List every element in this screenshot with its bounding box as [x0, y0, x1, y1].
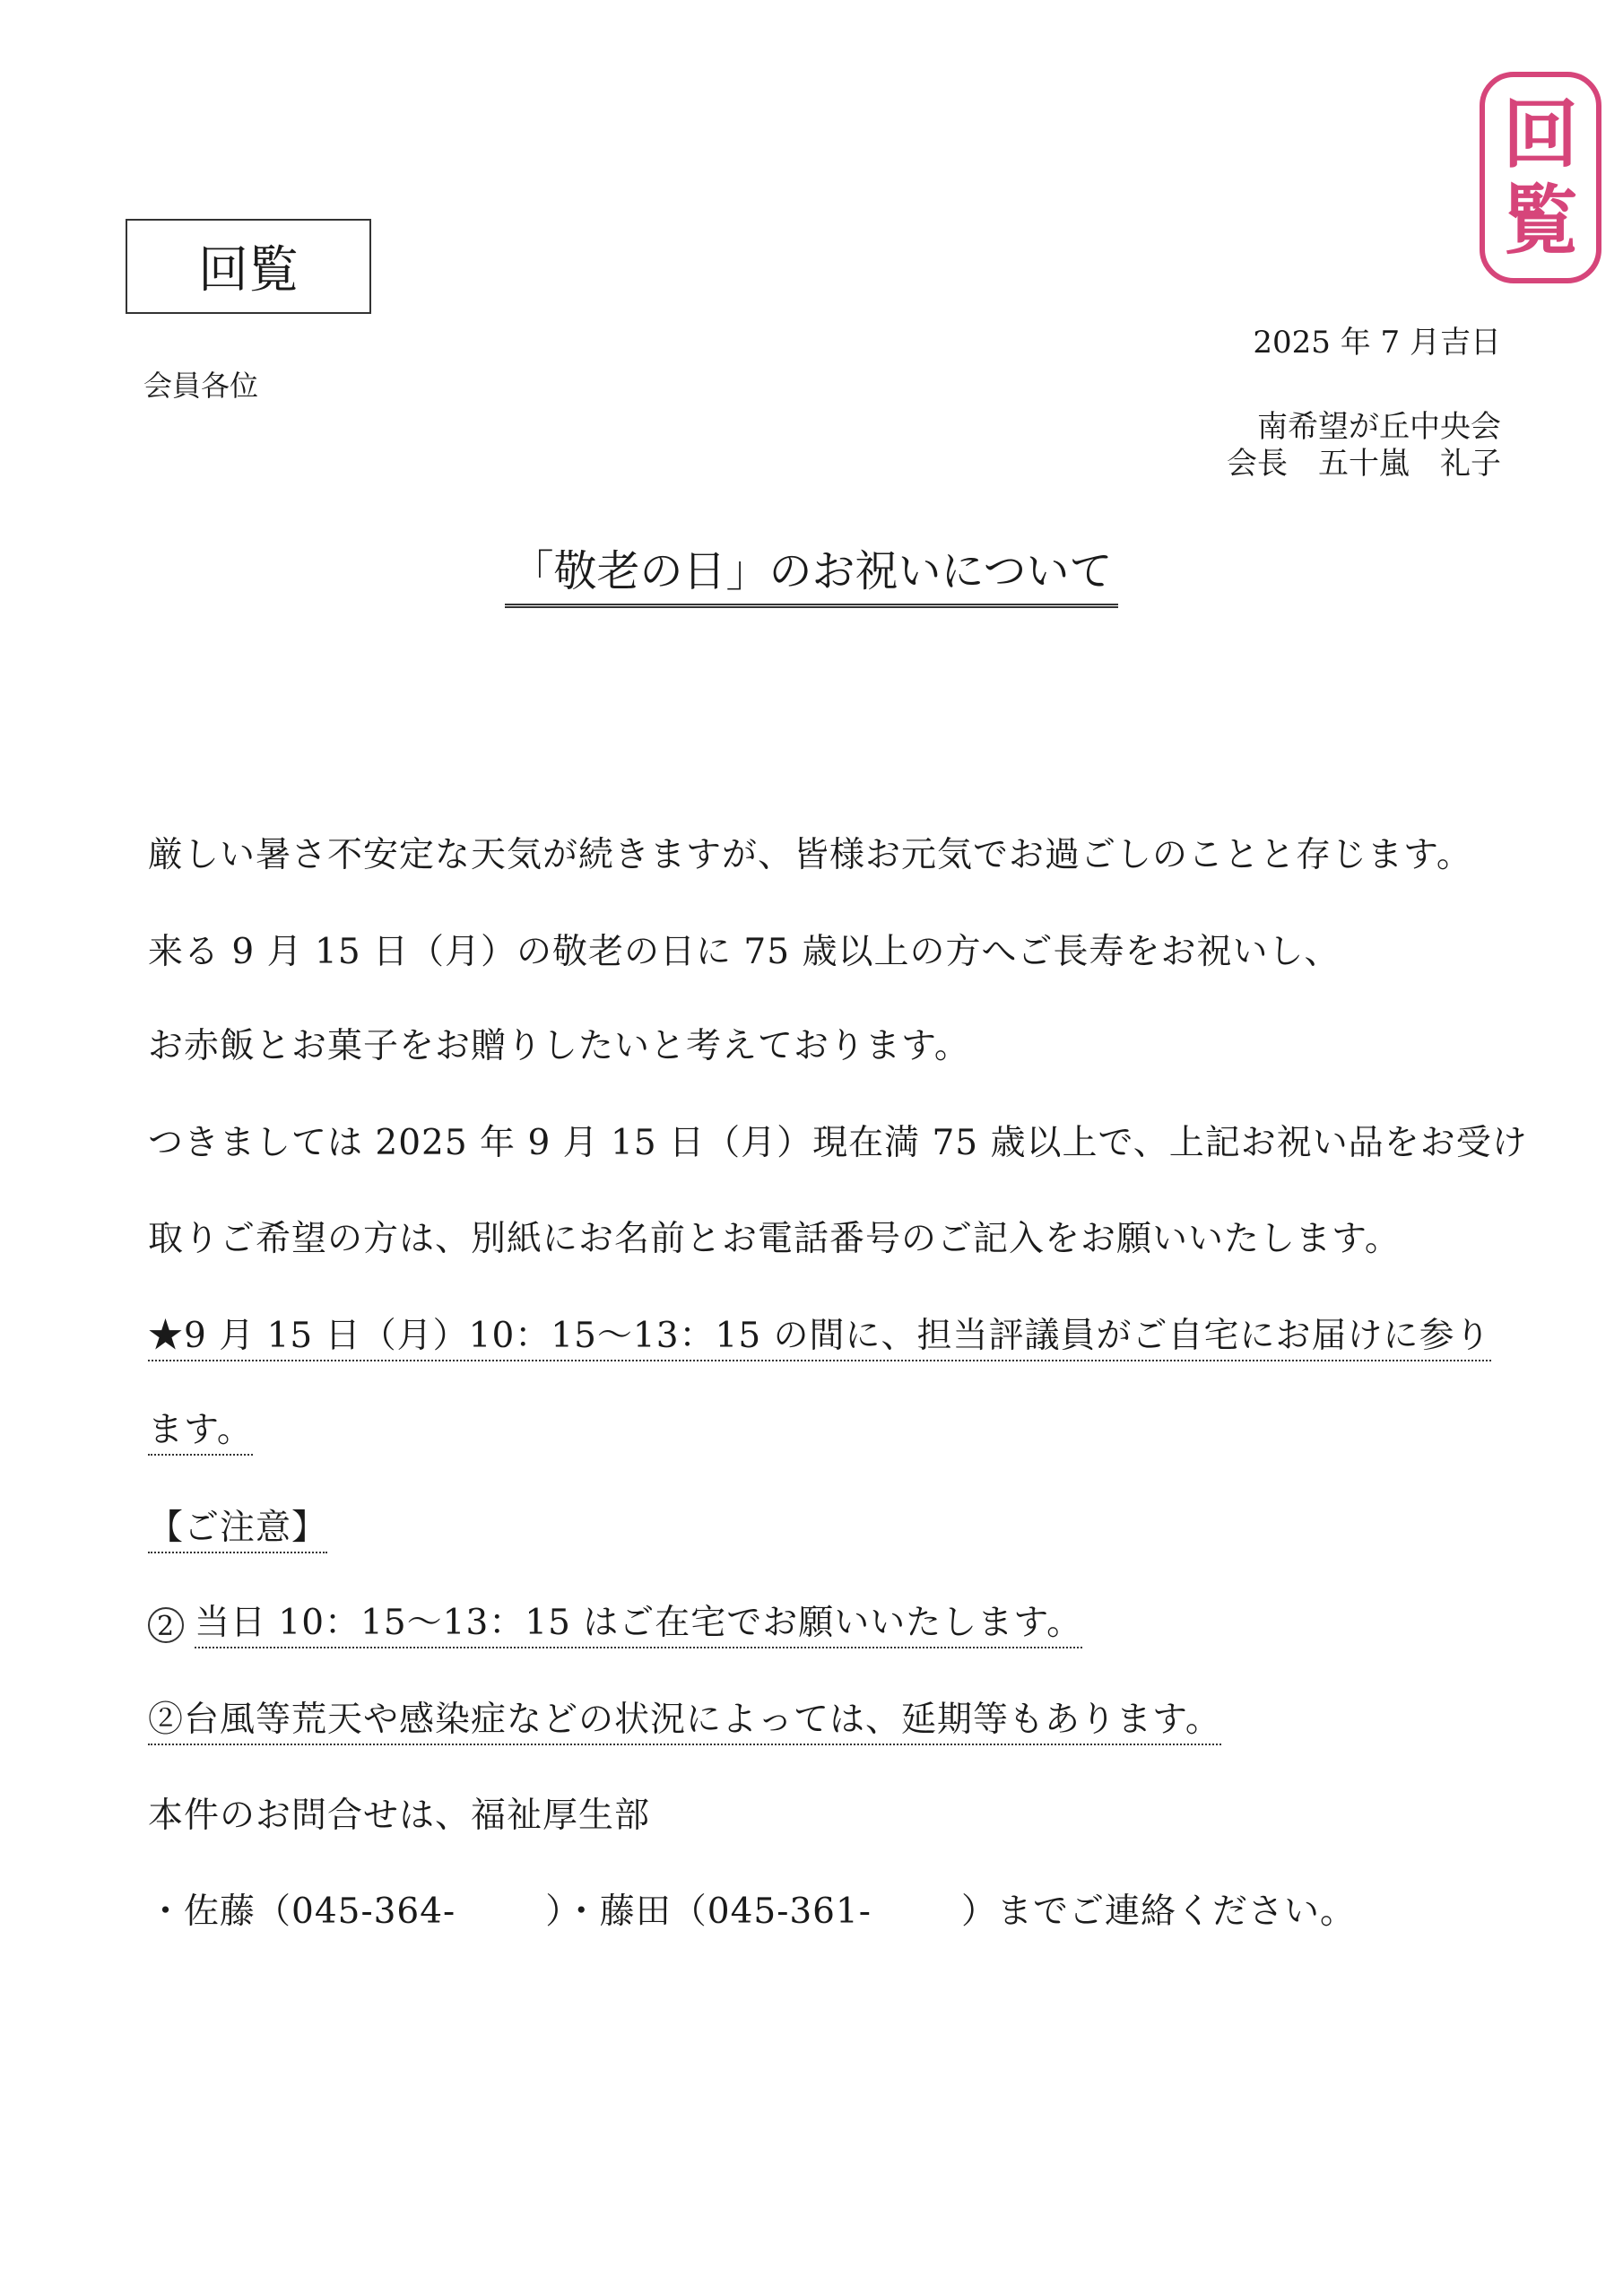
document-title: 「敬老の日」のお祝いについて: [505, 536, 1117, 608]
delivery-notice-text-2: ます。: [148, 1410, 253, 1456]
stamp-char-1: 回: [1502, 91, 1578, 178]
body-line-5: 取りご希望の方は、別紙にお名前とお電話番号のご記入をお願いいたします。: [148, 1219, 1401, 1259]
body-line-4: つきましては 2025 年 9 月 15 日（月）現在満 75 歳以上で、上記お祝い品をお受け: [148, 1123, 1528, 1163]
contact-persons: [148, 1883, 1356, 1934]
note-item-1: [148, 1595, 1082, 1645]
delivery-notice-line-1: [148, 1308, 1491, 1358]
body-line-2: 来る 9 月 15 日（月）の敬老の日に 75 歳以上の方へご長寿をお祝いし、: [148, 932, 1341, 972]
body-line-1: 厳しい暑さ不安定な天気が続きますが、皆様お元気でお過ごしのことと存じます。: [148, 835, 1472, 875]
document-title-wrap: [0, 536, 1623, 608]
notes-heading: 【ご注意】: [148, 1508, 327, 1553]
president-name: 会長 五十嵐 礼子: [1227, 446, 1501, 482]
notes-heading-line: [148, 1500, 327, 1550]
body-line-3: お赤飯とお菓子をお贈りしたいと考えております。: [148, 1026, 970, 1066]
circulation-label: 回覧: [198, 241, 299, 300]
document-date: 2025 年 7 月吉日: [1253, 325, 1501, 361]
organization-name: 南希望が丘中央会: [1257, 409, 1501, 445]
note-item-2: [148, 1692, 1221, 1742]
contact-person-2: ・藤田（045-361-: [563, 1892, 872, 1932]
note-number-1: 2: [148, 1607, 184, 1643]
circulation-stamp: [1480, 72, 1601, 283]
contact-person-2-close: ）までご連絡ください。: [960, 1892, 1356, 1932]
stamp-char-2: 覧: [1502, 177, 1578, 265]
recipient: 会員各位: [143, 369, 259, 403]
circulation-label-box: [126, 219, 371, 314]
note-text-2: ②台風等荒天や感染症などの状況によっては、延期等もあります。: [148, 1700, 1221, 1745]
contact-intro: 本件のお問合せは、福祉厚生部: [148, 1796, 651, 1836]
delivery-notice-line-2: [148, 1402, 253, 1452]
delivery-notice-text-1: ★9 月 15 日（月）10：15～13：15 の間に、担当評議員がご自宅にお届けに参り: [148, 1316, 1491, 1361]
note-text-1: 当日 10：15～13：15 はご在宅でお願いいたします。: [195, 1603, 1082, 1648]
contact-person-1: ・佐藤（045-364-: [148, 1892, 456, 1932]
contact-person-1-close: ）: [545, 1892, 564, 1932]
